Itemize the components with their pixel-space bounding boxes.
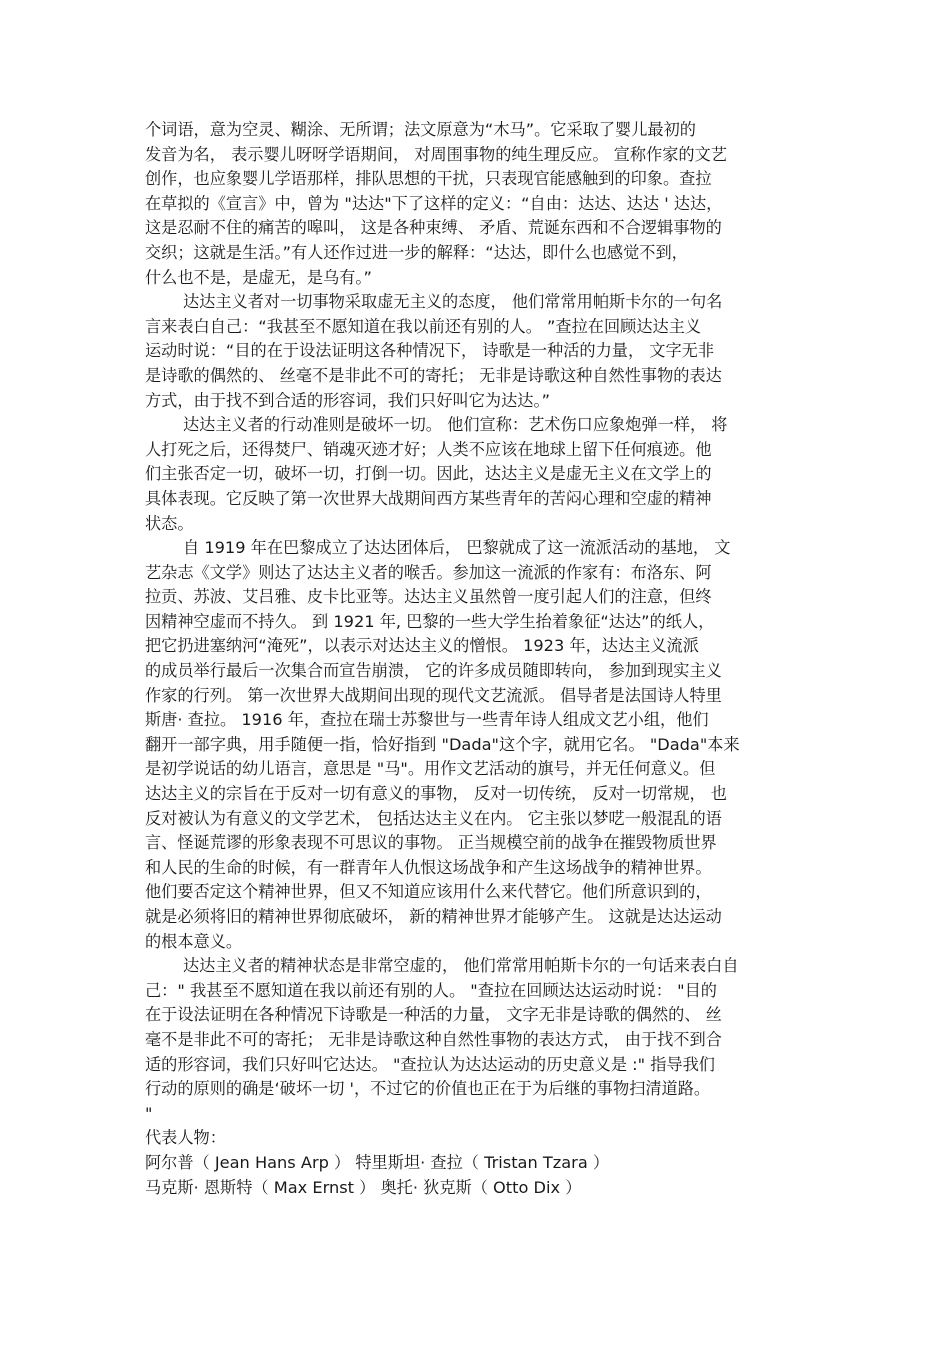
text-line: 和人民的生命的时候，有一群青年人仇恨这场战争和产生这场战争的精神世界。 [145, 857, 712, 877]
text-line: 他们要否定这个精神世界，但又不知道应该用什么来代替它。他们所意识到的， [145, 882, 712, 902]
text-line: 己：" 我甚至不愿知道在我以前还有别的人。 "查拉在回顾达达运动时说： "目的 [145, 980, 717, 1000]
text-line: 是诗歌的偶然的、 丝毫不是非此不可的寄托； 无非是诗歌这种自然性事物的表达 [145, 365, 722, 385]
paragraph-first-line: 达达主义者的精神状态是非常空虚的， 他们常常用帕斯卡尔的一句话来表白自 [183, 956, 739, 976]
text-line: 行动的原则的确是‘破坏一切 '，不过它的价值也正在于为后继的事物扫清道路。 [145, 1079, 711, 1099]
text-line: 们主张否定一切，破坏一切，打倒一切。因此，达达主义是虚无主义在文学上的 [145, 464, 712, 484]
text-line: 方式，由于找不到合适的形容词，我们只好叫它为达达。” [145, 390, 550, 410]
text-line: 人打死之后，还得焚尸、销魂灭迹才好；人类不应该在地球上留下任何痕迹。他 [145, 439, 712, 459]
text-line: 具体表现。它反映了第一次世界大战期间西方某些青年的苦闷心理和空虚的精神 [145, 488, 712, 508]
text-line: 这是忍耐不住的痛苦的嗥叫， 这是各种束缚、 矛盾、荒诞东西和不合逻辑事物的 [145, 218, 722, 238]
text-line: 适的形容词，我们只好叫它达达。 "查拉认为达达运动的历史意义是 :" 指导我们 [145, 1054, 715, 1074]
representative-figures-line: 马克斯· 恩斯特（ Max Ernst ） 奥托· 狄克斯（ Otto Dix ） [145, 1177, 582, 1197]
text-line: 翻开一部字典，用手随便一指，恰好指到 "Dada"这个字，就用它名。 "Dada"本来 [145, 734, 740, 754]
text-line: 拉贡、苏波、艾吕雅、皮卡比亚等。达达主义虽然曾一度引起人们的注意，但终 [145, 587, 712, 607]
representative-figures-line: 阿尔普（ Jean Hans Arp ） 特里斯坦· 查拉（ Tristan Tzara ） [145, 1152, 610, 1172]
text-line: 把它扔进塞纳河“淹死”，以表示对达达主义的憎恨。 1923 年，达达主义流派 [145, 636, 699, 656]
text-line: 在草拟的《宣言》中，曾为 "达达"下了这样的定义：“自由：达达、达达 ' 达达， [145, 193, 723, 213]
text-line: 就是必须将旧的精神世界彻底破坏， 新的精神世界才能够产生。 这就是达达运动 [145, 907, 722, 926]
text-line: 是初学说话的幼儿语言，意思是 "马"。用作文艺活动的旗号，并无任何意义。但 [145, 759, 716, 779]
text-line: " [145, 1103, 153, 1123]
text-line: 因精神空虚而不持久。 到 1921 年, 巴黎的一些大学生抬着象征“达达”的纸人， [145, 611, 715, 631]
section-heading: 代表人物： [145, 1128, 226, 1148]
document-body [145, 118, 810, 1200]
paragraph-first-line: 达达主义者对一切事物采取虚无主义的态度， 他们常常用帕斯卡尔的一句名 [183, 292, 723, 312]
text-line: 反对被认为有意义的文学艺术， 包括达达主义在内。 它主张以梦呓一般混乱的语 [145, 808, 722, 828]
text-line: 言、怪诞荒谬的形象表现不可思议的事物。 正当规模空前的战争在摧毁物质世界 [145, 833, 717, 853]
text-line: 发音为名， 表示婴儿呀呀学语期间， 对周围事物的纯生理反应。 宣称作家的文艺 [145, 144, 727, 164]
text-line: 言来表白自己：“我甚至不愿知道在我以前还有别的人。 ”查拉在回顾达达主义 [145, 316, 702, 336]
text-line: 创作，也应象婴儿学语那样，排队思想的干扰，只表现官能感触到的印象。查拉 [145, 169, 712, 189]
text-line: 交织；这就是生活。”有人还作过进一步的解释：“达达，即什么也感觉不到， [145, 242, 688, 262]
paragraph-first-line: 自 1919 年在巴黎成立了达达团体后， 巴黎就成了这一流派活动的基地， 文 [183, 538, 731, 558]
text-line: 状态。 [145, 513, 194, 533]
text-line: 达达主义的宗旨在于反对一切有意义的事物， 反对一切传统， 反对一切常规， 也 [145, 784, 727, 804]
text-line: 毫不是非此不可的寄托； 无非是诗歌这种自然性事物的表达方式， 由于找不到合 [145, 1029, 722, 1049]
text-line: 什么也不是，是虚无，是乌有。” [145, 267, 372, 287]
text-line: 的根本意义。 [145, 931, 243, 951]
text-line: 斯唐· 查拉。 1916 年，查拉在瑞士苏黎世与一些青年诗人组成文艺小组，他们 [145, 710, 709, 730]
text-line: 的成员举行最后一次集合而宣告崩溃， 它的许多成员随即转向， 参加到现实主义 [145, 661, 722, 681]
text-line: 作家的行列。 第一次世界大战期间出现的现代文艺流派。 倡导者是法国诗人特里 [145, 685, 722, 705]
text-line: 个词语，意为空灵、糊涂、无所谓；法文原意为“木马”。它采取了婴儿最初的 [145, 120, 696, 139]
text-line: 在于设法证明在各种情况下诗歌是一种活的力量， 文字无非是诗歌的偶然的、 丝 [145, 1005, 722, 1025]
text-line: 运动时说：“目的在于设法证明这各种情况下， 诗歌是一种活的力量， 文字无非 [145, 341, 715, 361]
text-line: 艺杂志《文学》则达了达达主义者的喉舌。参加这一流派的作家有：布洛东、阿 [145, 562, 712, 582]
paragraph-first-line: 达达主义者的行动准则是破坏一切。 他们宣称：艺术伤口应象炮弹一样， 将 [183, 415, 728, 435]
